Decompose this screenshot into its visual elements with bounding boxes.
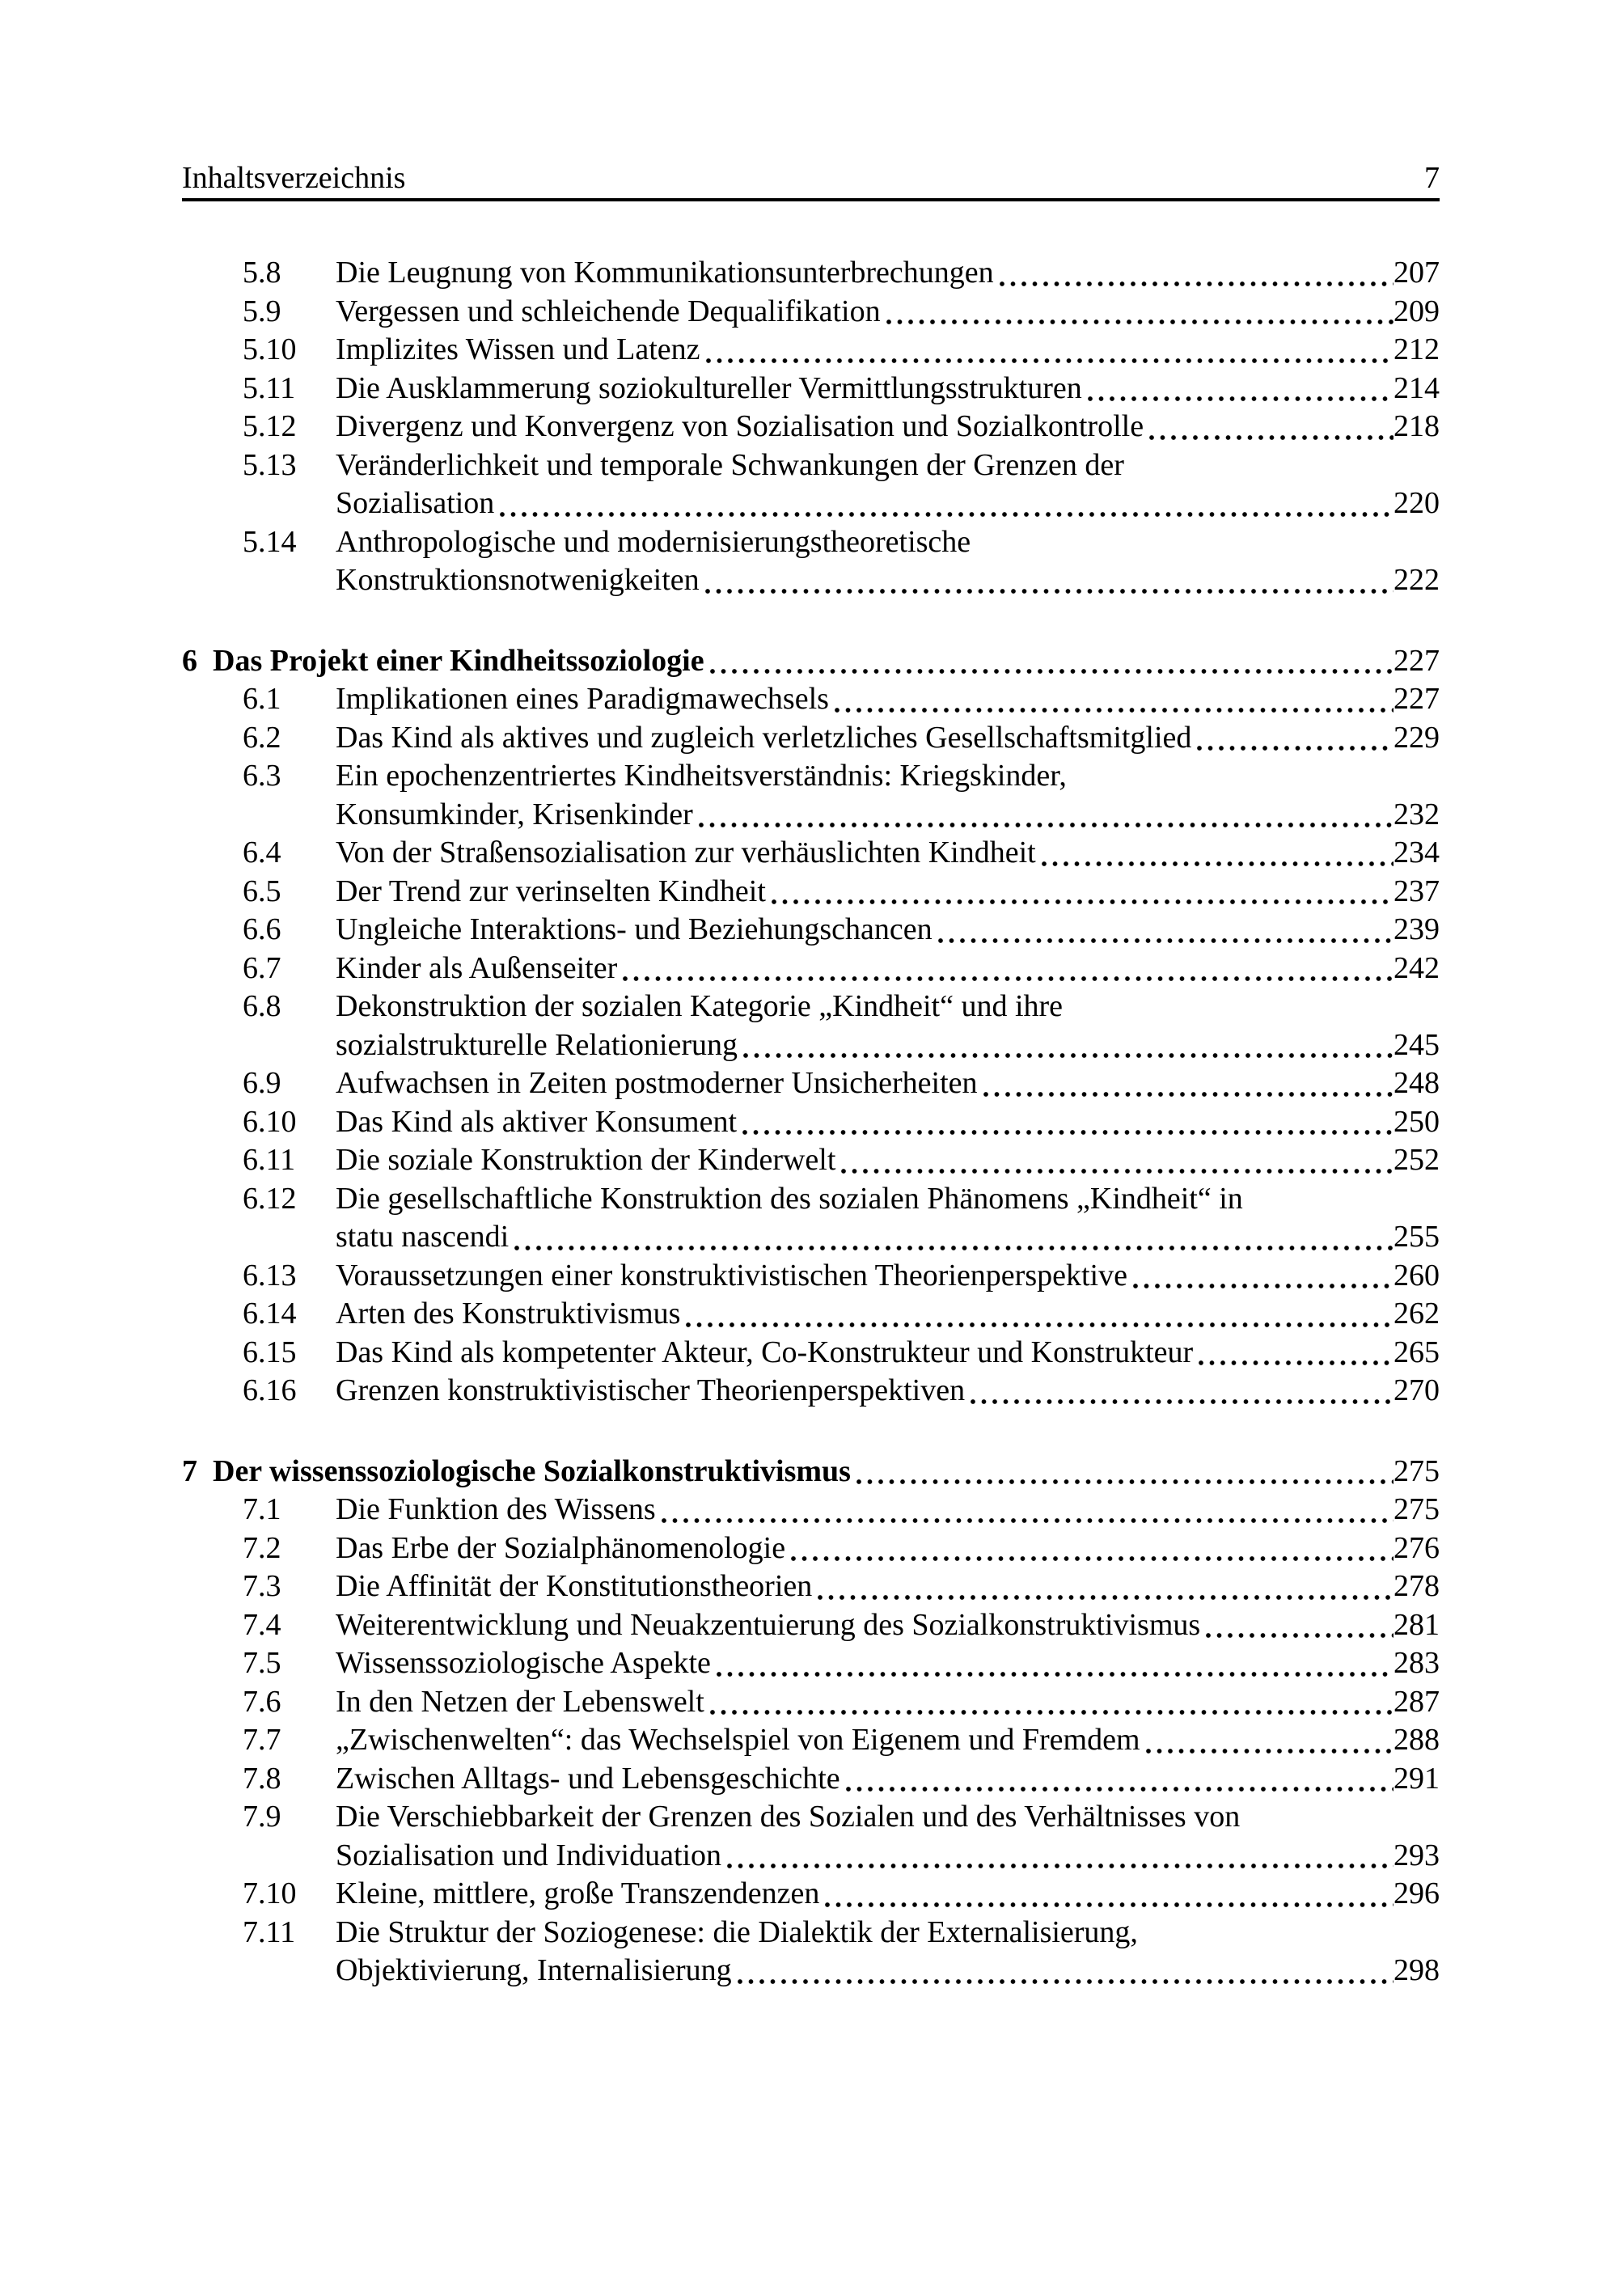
- entry-number: 5.8: [243, 256, 281, 290]
- toc-entry-row: [182, 1567, 1440, 1606]
- entry-title: Anthropologische und modernisierungstheoretische: [336, 524, 971, 559]
- entry-page: 214: [1394, 370, 1440, 405]
- leader-dots: [1132, 1283, 1394, 1289]
- entry-number: 7: [182, 1453, 197, 1488]
- leader-dots: [771, 899, 1394, 905]
- toc-entry-row: [182, 1453, 1440, 1491]
- entry-title: Sozialisation: [336, 486, 495, 520]
- entry-page: 250: [1394, 1104, 1440, 1139]
- toc-entry-row: [182, 293, 1440, 332]
- entry-title: Dekonstruktion der sozialen Kategorie „Kindheit“ und ihre: [336, 989, 1064, 1023]
- entry-number: 7.10: [243, 1876, 297, 1910]
- leader-dots: [856, 1479, 1394, 1485]
- leader-dots: [726, 1863, 1394, 1869]
- entry-number: 6.8: [243, 989, 281, 1023]
- entry-page: 265: [1394, 1335, 1440, 1369]
- entry-number: 5.9: [243, 294, 281, 328]
- toc-entry-row: [182, 561, 1440, 600]
- entry-page: 212: [1394, 332, 1440, 366]
- toc-entry-row: [182, 1141, 1440, 1180]
- toc-entry-row: [182, 642, 1440, 681]
- entry-number: 6.11: [243, 1143, 296, 1177]
- entry-title: Der wissenssoziologische Sozialkonstruktivismus: [213, 1453, 851, 1488]
- toc-entry-row: [182, 1103, 1440, 1142]
- entry-title: Der Trend zur verinselten Kindheit: [336, 874, 766, 908]
- entry-title: Die Ausklammerung soziokultureller Vermittlungsstrukturen: [336, 370, 1082, 405]
- entry-number: 5.14: [243, 524, 297, 559]
- entry-title: Das Projekt einer Kindheitssoziologie: [213, 643, 704, 678]
- leader-dots: [999, 281, 1394, 287]
- toc-entry-row: [182, 796, 1440, 835]
- entry-number: [243, 561, 336, 600]
- toc-entry-row: [182, 988, 1440, 1026]
- entry-page: 270: [1394, 1373, 1440, 1407]
- running-header: [182, 160, 1440, 196]
- entry-title: Das Kind als kompetenter Akteur, Co-Konstrukteur und Konstrukteur: [336, 1335, 1194, 1369]
- entry-page: 207: [1394, 256, 1440, 290]
- toc-entry-row: [182, 1837, 1440, 1876]
- toc-entry-row: [182, 873, 1440, 912]
- entry-page: 278: [1394, 1569, 1440, 1603]
- entry-title: Arten des Konstruktivismus: [336, 1297, 681, 1331]
- entry-page: 220: [1394, 486, 1440, 520]
- entry-page: 227: [1394, 643, 1440, 678]
- entry-title: Das Kind als aktiver Konsument: [336, 1104, 738, 1139]
- entry-page: 227: [1394, 682, 1440, 716]
- toc-entry-row: [182, 1257, 1440, 1296]
- entry-number: 6.16: [243, 1373, 297, 1407]
- leader-dots: [983, 1091, 1394, 1098]
- entry-number: 6.9: [243, 1066, 281, 1100]
- entry-page: 275: [1394, 1453, 1440, 1488]
- entry-number: 7.8: [243, 1761, 281, 1796]
- entry-number: 6: [182, 643, 197, 678]
- leader-dots: [970, 1398, 1394, 1405]
- entry-page: 229: [1394, 720, 1440, 755]
- leader-dots: [499, 511, 1394, 518]
- entry-page: 262: [1394, 1297, 1440, 1331]
- leader-dots: [824, 1902, 1394, 1908]
- entry-page: 298: [1394, 1953, 1440, 1987]
- entry-title: Kinder als Außenseiter: [336, 950, 618, 985]
- leader-dots: [737, 1978, 1394, 1985]
- toc-entry-row: [182, 523, 1440, 562]
- toc-entry-row: [182, 1683, 1440, 1722]
- entry-title: Zwischen Alltags- und Lebensgeschichte: [336, 1761, 840, 1796]
- entry-number: 6.13: [243, 1258, 297, 1292]
- entry-title: Grenzen konstruktivistischer Theorienperspektiven: [336, 1373, 966, 1407]
- toc-entry-row: [182, 1529, 1440, 1568]
- toc-entry-row: [182, 950, 1440, 988]
- entry-page: 283: [1394, 1646, 1440, 1680]
- header-page-number: 7: [1424, 161, 1440, 195]
- leader-dots: [1087, 396, 1394, 402]
- toc-entry-row: [182, 757, 1440, 796]
- entry-title: Wissenssoziologische Aspekte: [336, 1646, 711, 1680]
- entry-number: 6.12: [243, 1181, 297, 1216]
- entry-title: Implikationen eines Paradigmawechsels: [336, 682, 829, 716]
- entry-number: 5.10: [243, 332, 297, 366]
- entry-title: Konsumkinder, Krisenkinder: [336, 797, 693, 831]
- entry-title: Sozialisation und Individuation: [336, 1838, 722, 1872]
- toc-entry-row: [182, 680, 1440, 719]
- entry-page: 296: [1394, 1876, 1440, 1910]
- entry-number: 6.10: [243, 1104, 297, 1139]
- toc-entry-row: [182, 1491, 1440, 1529]
- leader-dots: [845, 1786, 1394, 1792]
- leader-dots: [937, 937, 1394, 944]
- entry-page: 293: [1394, 1838, 1440, 1872]
- entry-page: 242: [1394, 950, 1440, 985]
- header-rule: [182, 198, 1440, 201]
- leader-dots: [886, 319, 1394, 325]
- toc-entry-row: [182, 370, 1440, 408]
- entry-title: In den Netzen der Lebenswelt: [336, 1684, 704, 1719]
- entry-title: Kleine, mittlere, große Transzendenzen: [336, 1876, 820, 1910]
- entry-title: Von der Straßensozialisation zur verhäuslichten Kindheit: [336, 836, 1036, 869]
- leader-dots: [817, 1594, 1394, 1601]
- entry-title: Veränderlichkeit und temporale Schwankungen der Grenzen der: [336, 447, 1124, 482]
- leader-dots: [840, 1168, 1394, 1174]
- entry-page: 222: [1394, 563, 1440, 597]
- leader-dots: [1145, 1748, 1394, 1754]
- entry-number: 6.6: [243, 912, 281, 946]
- entry-title: Die Struktur der Soziogenese: die Dialektik der Externalisierung,: [336, 1914, 1138, 1949]
- entry-number: 7.9: [243, 1800, 281, 1834]
- leader-dots: [514, 1245, 1394, 1251]
- entry-number: 7.2: [243, 1530, 281, 1565]
- entry-number: 7.6: [243, 1684, 281, 1719]
- entry-number: [243, 1218, 336, 1257]
- entry-number: [243, 796, 336, 835]
- entry-number: 6.7: [243, 950, 281, 985]
- toc-entry-row: [182, 446, 1440, 485]
- entry-number: 6.1: [243, 682, 281, 716]
- toc-entry-row: [182, 1721, 1440, 1760]
- entry-page: 291: [1394, 1761, 1440, 1796]
- toc-entry-row: [182, 1026, 1440, 1065]
- toc-entry-row: [182, 1180, 1440, 1219]
- leader-dots: [742, 1052, 1394, 1059]
- toc-entry-row: [182, 1952, 1440, 1991]
- leader-dots: [685, 1322, 1394, 1328]
- entry-page: 288: [1394, 1723, 1440, 1757]
- entry-number: 6.2: [243, 720, 281, 755]
- entry-title: sozialstrukturelle Relationierung: [336, 1027, 738, 1062]
- entry-number: 7.1: [243, 1492, 281, 1526]
- entry-number: 5.12: [243, 409, 297, 443]
- entry-title: Ein epochenzentriertes Kindheitsverständnis: Kriegskinder,: [336, 759, 1067, 793]
- toc-entry-row: [182, 1295, 1440, 1334]
- entry-page: 234: [1394, 836, 1440, 869]
- leader-dots: [1196, 745, 1394, 751]
- leader-dots: [661, 1517, 1394, 1524]
- toc-entry-row: [182, 484, 1440, 523]
- entry-page: 218: [1394, 409, 1440, 443]
- entry-page: 209: [1394, 294, 1440, 328]
- entry-number: [243, 1837, 336, 1876]
- toc-entry-row: [182, 1372, 1440, 1411]
- toc-entry-row: [182, 1644, 1440, 1683]
- entry-number: 5.13: [243, 447, 297, 482]
- toc-entry-row: [182, 719, 1440, 758]
- entry-page: 232: [1394, 797, 1440, 831]
- entry-page: 281: [1394, 1607, 1440, 1642]
- entry-title: statu nascendi: [336, 1220, 510, 1254]
- entry-number: 6.14: [243, 1297, 297, 1331]
- leader-dots: [622, 975, 1394, 982]
- entry-title: Das Erbe der Sozialphänomenologie: [336, 1530, 786, 1565]
- toc-entry-row: [182, 331, 1440, 370]
- entry-title: Die Funktion des Wissens: [336, 1492, 656, 1526]
- leader-dots: [704, 588, 1394, 594]
- entry-number: [243, 1026, 336, 1065]
- entry-number: [243, 1952, 336, 1991]
- toc-entry-row: [182, 834, 1440, 873]
- entry-title: Vergessen und schleichende Dequalifikation: [336, 294, 881, 328]
- leader-dots: [709, 1709, 1394, 1716]
- entry-title: „Zwischenwelten“: das Wechselspiel von Eigenem und Fremdem: [336, 1723, 1140, 1757]
- leader-dots: [834, 707, 1394, 713]
- entry-page: 245: [1394, 1027, 1440, 1062]
- leader-dots: [1205, 1632, 1394, 1639]
- toc-entry-row: [182, 254, 1440, 293]
- entry-number: 7.3: [243, 1569, 281, 1603]
- entry-title: Objektivierung, Internalisierung: [336, 1953, 732, 1987]
- leader-dots: [705, 357, 1394, 364]
- leader-dots: [716, 1671, 1394, 1677]
- entry-number: 5.11: [243, 370, 296, 405]
- toc-entry-row: [182, 1064, 1440, 1103]
- entry-title: Das Kind als aktives und zugleich verletzliches Gesellschaftsmitglied: [336, 720, 1192, 755]
- entry-title: Die gesellschaftliche Konstruktion des sozialen Phänomens „Kindheit“ in: [336, 1181, 1243, 1216]
- entry-title: Die Verschiebbarkeit der Grenzen des Sozialen und des Verhältnisses von: [336, 1800, 1241, 1834]
- toc-entry-row: [182, 1914, 1440, 1952]
- entry-title: Implizites Wissen und Latenz: [336, 332, 700, 366]
- toc-entry-row: [182, 1875, 1440, 1914]
- leader-dots: [709, 668, 1394, 675]
- toc-entry-row: [182, 911, 1440, 950]
- entry-page: 276: [1394, 1530, 1440, 1565]
- leader-dots: [698, 822, 1394, 828]
- toc-entry-row: [182, 1334, 1440, 1373]
- entry-page: 237: [1394, 874, 1440, 908]
- entry-number: 6.3: [243, 759, 281, 793]
- entry-page: 239: [1394, 912, 1440, 946]
- entry-page: 255: [1394, 1220, 1440, 1254]
- toc-entry-row: [182, 1760, 1440, 1799]
- toc-entry-row: [182, 1606, 1440, 1645]
- entry-title: Aufwachsen in Zeiten postmoderner Unsicherheiten: [336, 1066, 978, 1100]
- leader-dots: [790, 1555, 1394, 1562]
- entry-number: 6.4: [243, 836, 281, 869]
- table-of-contents: [182, 254, 1440, 1991]
- leader-dots: [1148, 434, 1394, 441]
- entry-number: [243, 484, 336, 523]
- leader-dots: [742, 1129, 1394, 1136]
- entry-title: Konstruktionsnotwenigkeiten: [336, 563, 700, 597]
- entry-title: Ungleiche Interaktions- und Beziehungschancen: [336, 912, 933, 946]
- entry-number: 6.15: [243, 1335, 297, 1369]
- entry-page: 252: [1394, 1143, 1440, 1177]
- entry-title: Divergenz und Konvergenz von Sozialisation und Sozialkontrolle: [336, 409, 1144, 443]
- entry-number: 6.5: [243, 874, 281, 908]
- toc-entry-row: [182, 1218, 1440, 1257]
- entry-number: 7.5: [243, 1646, 281, 1680]
- entry-title: Die soziale Konstruktion der Kinderwelt: [336, 1143, 836, 1177]
- entry-page: 275: [1394, 1492, 1440, 1526]
- entry-title: Weiterentwicklung und Neuakzentuierung des Sozialkonstruktivismus: [336, 1607, 1201, 1642]
- entry-page: 287: [1394, 1684, 1440, 1719]
- leader-dots: [1041, 861, 1394, 867]
- toc-entry-row: [182, 1798, 1440, 1837]
- entry-page: 260: [1394, 1258, 1440, 1292]
- entry-number: 7.4: [243, 1607, 281, 1642]
- entry-number: 7.11: [243, 1914, 296, 1949]
- entry-title: Die Leugnung von Kommunikationsunterbrechungen: [336, 256, 994, 290]
- toc-entry-row: [182, 408, 1440, 446]
- leader-dots: [1198, 1360, 1394, 1366]
- header-title: Inhaltsverzeichnis: [182, 161, 406, 195]
- entry-number: 7.7: [243, 1723, 281, 1757]
- entry-title: Die Affinität der Konstitutionstheorien: [336, 1569, 813, 1603]
- entry-title: Voraussetzungen einer konstruktivistischen Theorienperspektive: [336, 1258, 1127, 1292]
- entry-page: 248: [1394, 1066, 1440, 1100]
